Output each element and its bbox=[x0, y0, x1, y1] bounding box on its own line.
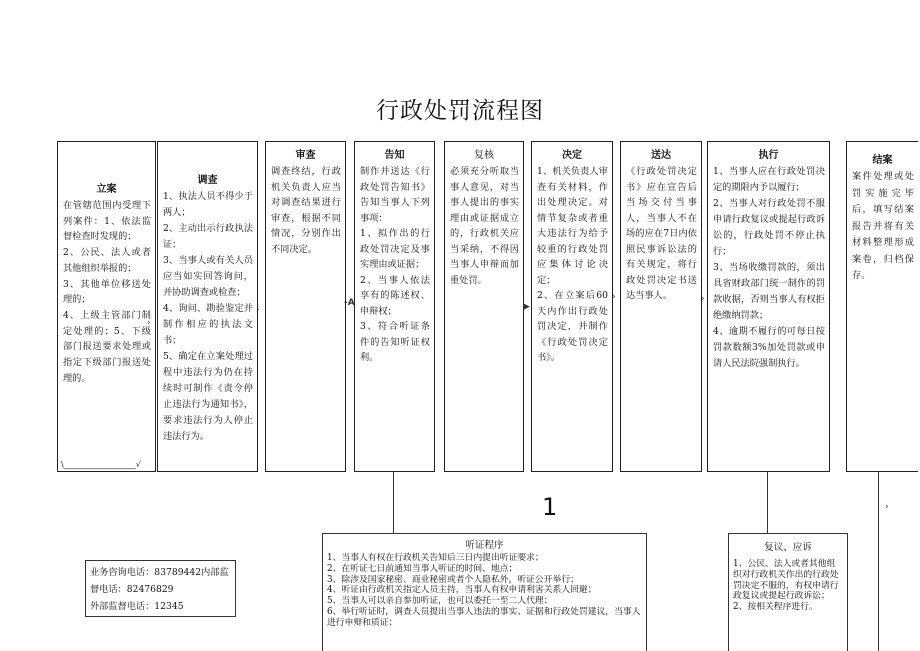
step-investigate-line: 5、确定在立案处理过程中违法行为仍在持续时可制作《责令停止违法行为通知书》，要求违法行为人停止违法行为。 bbox=[163, 351, 253, 442]
arrow-mark: -A bbox=[344, 298, 355, 308]
contact-box bbox=[85, 560, 236, 617]
step-file-line: 在管辖范围内受理下列案件：1、依法监督检查时发现的； bbox=[63, 200, 151, 243]
step-file bbox=[57, 141, 156, 472]
step-notify-line: 1、拟作出的行政处罚决定及事实理由或证据； bbox=[360, 228, 430, 270]
review-item: 1、公民、法人或者其他组织对行政机关作出的行政处罚决定不服的，有权申请行政复议或提起行政诉讼； bbox=[733, 559, 839, 602]
arrow-mark: › bbox=[256, 305, 260, 315]
arrow-mark: › bbox=[612, 292, 616, 302]
step-recheck-line: 必须充分听取当事人意见，对当事人提出的事实理由或证据成立的，行政机关应当采纳，不得因当事人申辩而加重处罚。 bbox=[450, 166, 519, 286]
step-notify-line: 2、当事人依法享有的陈述权、申辩权； bbox=[360, 274, 430, 317]
step-execute-line: 1、当事人应在行政处罚决定的期限内予以履行； bbox=[713, 166, 825, 193]
step-close-line: 案件处理或处罚实施完毕后，填写结案报告并将有关材料整理形成案卷，归档保存。 bbox=[852, 171, 914, 281]
step-audit-head: 审查 bbox=[295, 150, 316, 161]
step-recheck bbox=[444, 141, 524, 472]
step-investigate-line: 4、询问、勘验鉴定并制作相应的执法文书； bbox=[163, 303, 253, 346]
hearing-box bbox=[322, 533, 647, 651]
step-file-line: 3、其他单位移送处理的； bbox=[63, 278, 151, 306]
connector-line bbox=[767, 472, 768, 533]
step-execute-line: 3、当场收缴罚款的，须出具省财政部门统一制作的罚款收据，否则当事人有权拒绝缴纳罚款； bbox=[713, 262, 825, 321]
hearing-item: 3、除涉及国家秘密、商业秘密或者个人隐私外，听证公开举行； bbox=[327, 574, 579, 585]
step-investigate bbox=[157, 141, 258, 472]
arrow-mark: › bbox=[701, 294, 705, 304]
step-close-head: 结案 bbox=[872, 155, 893, 166]
step-decide bbox=[531, 141, 613, 472]
step-decide-line: 1、机关负责人审查有关材料，作出处理决定。对情节复杂或者重大违法行为给予较重的行政处罚应集体讨论决定； bbox=[537, 166, 608, 286]
hearing-head: 听证程序 bbox=[465, 540, 504, 551]
step-notify bbox=[354, 141, 435, 472]
review-box bbox=[728, 533, 848, 651]
step-investigate-line: 3、当事人或有关人员应当如实回答询问，并协助调查或检查； bbox=[163, 255, 253, 298]
step-deliver-line: 《行政处罚决定书》应在宣告后当场交付当事人，当事人不在场的应在7日内依照民事诉讼法的有关规定，将行政处罚决定书送达当事人。 bbox=[626, 166, 697, 301]
step-execute-line: 2、当事人对行政处罚不服申请行政复议或提起行政诉讼的，行政处罚不停止执行； bbox=[713, 198, 825, 257]
step-decide-head: 决定 bbox=[562, 150, 582, 161]
step-close bbox=[846, 141, 918, 472]
step-file-foot: \__________________√ bbox=[61, 460, 141, 469]
step-execute-line: 4、逾期不履行的可每日按罚款数额3%加处罚款或申请人民法院强制执行。 bbox=[713, 326, 825, 369]
hearing-item: 6、举行听证时，调查人员提出当事人违法的事实、证据和行政处罚建议，当事人进行申辩和质证； bbox=[327, 606, 641, 628]
step-notify-line: 3、符合听证条件的告知听证权利。 bbox=[360, 321, 430, 363]
contact-line: 业务咨询电话：83789442内部监督电话：82476829 bbox=[90, 567, 229, 595]
hearing-item: 2、在听证七日前通知当事人听证的时间、地点； bbox=[327, 563, 518, 574]
review-item: 2、按相关程序进行。 bbox=[733, 602, 818, 613]
page-title: 行政处罚流程图 bbox=[376, 98, 544, 124]
arrow-mark: › bbox=[885, 502, 889, 512]
step-notify-line: 制作并送达《行政处罚告知书》告知当事人下列事项： bbox=[360, 166, 430, 224]
step-audit-line: 调查终结，行政机关负责人应当对调查结果进行审查，根据不同情况，分别作出不同决定。 bbox=[271, 166, 341, 255]
hearing-item: 5、当事人可以亲自参加听证，也可以委托一至二人代理； bbox=[327, 596, 553, 607]
connector-line bbox=[878, 472, 879, 651]
step-notify-head: 告知 bbox=[384, 150, 405, 161]
review-head: 复议、应诉 bbox=[764, 542, 812, 553]
step-audit bbox=[265, 141, 346, 472]
step-investigate-line: 2、主动出示行政执法证； bbox=[163, 223, 253, 250]
hearing-item: 1、当事人有权在行政机关告知后三日内提出听证要求； bbox=[327, 553, 544, 563]
hearing-item: 4、听证由行政机关指定人员主持，当事人有权申请利害关系人回避； bbox=[327, 585, 597, 596]
step-deliver bbox=[620, 141, 702, 472]
step-recheck-head: 复核 bbox=[474, 150, 494, 161]
step-deliver-head: 送达 bbox=[651, 150, 671, 161]
step-investigate-head: 调查 bbox=[197, 175, 218, 186]
step-execute-head: 执行 bbox=[758, 150, 779, 161]
arrow-mark: ▶ bbox=[523, 302, 530, 312]
step-decide-line: 2、在立案后60天内作出行政处罚决定，并制作《行政处罚决定书》。 bbox=[537, 290, 608, 363]
step-file-line: 2、公民、法人或者其他组织举报的； bbox=[63, 247, 151, 274]
connector-line bbox=[393, 472, 394, 533]
step-investigate-line: 1、执法人员不得少于两人； bbox=[163, 191, 253, 218]
step-file-head: 立案 bbox=[96, 184, 117, 195]
step-execute bbox=[707, 141, 830, 472]
step-file-line: 4、上级主管部门制定处理的；5、下级部门报送要求处理或指定下级部门报送处理的。 bbox=[63, 309, 151, 384]
page-number: 1 bbox=[542, 493, 558, 521]
arrow-mark: › bbox=[147, 318, 151, 328]
contact-line: 外部监督电话：12345 bbox=[90, 601, 184, 612]
